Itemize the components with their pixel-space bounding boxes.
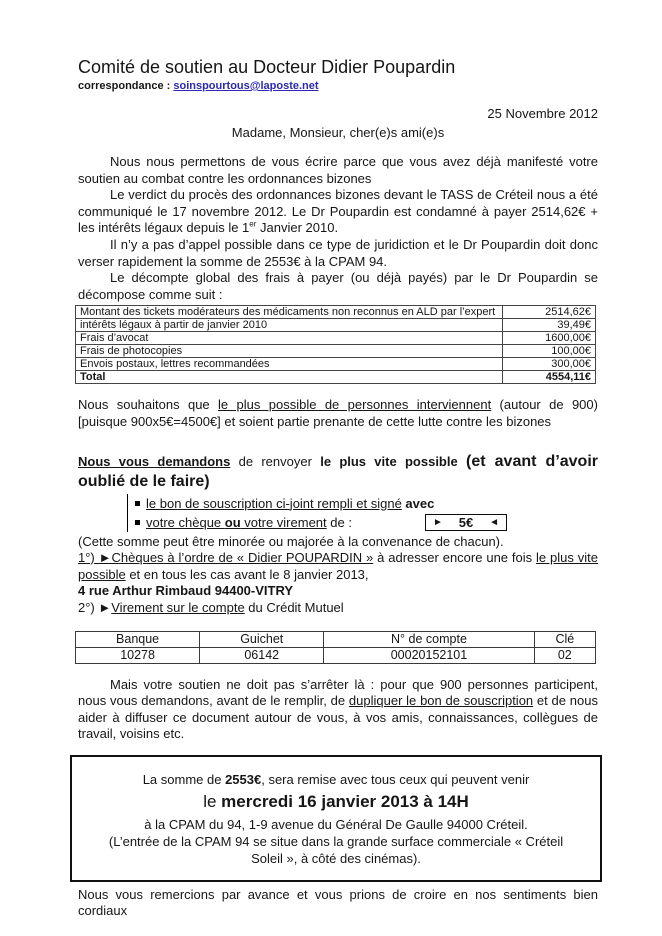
- text-run: et en tous les cas avant le 8 janvier 2013,: [125, 566, 369, 582]
- fees-table: [75, 305, 596, 384]
- bank-value-cell: 00020152101: [324, 647, 534, 663]
- paragraph-closing: Nous vous remercions par avance et vous prions de croire en nos sentiments bien cordiaux: [78, 886, 598, 919]
- bold-run: avec: [401, 495, 435, 511]
- fee-label-cell: Frais d’avocat: [76, 332, 503, 345]
- event-box: [70, 755, 602, 882]
- underlined-run: le plus vite possible: [78, 550, 598, 582]
- bank-value-cell: 06142: [200, 647, 324, 663]
- bold-run: 2553€: [225, 771, 262, 787]
- list-item: [135, 513, 598, 532]
- text-run: Mais votre soutien ne doit pas s’arrêter là : pour que 900 personnes participent, nous vous demandons, avant de le remplir, de: [78, 676, 598, 709]
- text-run: et de nous aider à diffuser ce document autour de vous, à vos amis, connaissances, collègues de travail, voisins etc.: [78, 693, 598, 742]
- amount-box: [425, 514, 507, 531]
- text-run: de renvoyer: [230, 453, 321, 469]
- arrow-right-icon: ►: [433, 516, 443, 528]
- emphasized-run: (et avant d’avoir oublié de le faire): [78, 452, 599, 490]
- bank-header-cell: Clé: [534, 631, 595, 647]
- paragraph-demand: [78, 452, 598, 492]
- bullet-list: [127, 494, 598, 532]
- paragraph-intro: Nous nous permettons de vous écrire parce que vous avez déjà manifesté votre soutien au combat contre les ordonnances bizones: [78, 154, 598, 186]
- paragraph-appeal: [78, 677, 598, 743]
- event-line-entrance: (L’entrée de la CPAM 94 se situe dans la grande surface commerciale « Créteil Soleil », à côté des cinémas).: [108, 833, 564, 866]
- underlined-run: votre chèque: [146, 514, 225, 530]
- text-run: le: [203, 791, 222, 811]
- bank-value-cell: 02: [534, 647, 595, 663]
- paragraph-option-1: [78, 550, 598, 583]
- fee-label-cell: Envois postaux, lettres recommandées: [76, 358, 503, 371]
- fee-amount-cell: 39,49€: [503, 319, 596, 332]
- total-label-cell: Total: [76, 371, 503, 384]
- fee-label-cell: Montant des tickets modérateurs des médicaments non reconnus en ALD par l’expert: [76, 306, 503, 319]
- fee-label-cell: Frais de photocopies: [76, 345, 503, 358]
- address-line: 4 rue Arthur Rimbaud 94400-VITRY: [78, 583, 294, 599]
- table-row: [76, 345, 596, 358]
- bank-value-cell: 10278: [76, 647, 200, 663]
- underlined-run: votre virement: [240, 514, 327, 530]
- salutation: Madame, Monsieur, cher(e)s ami(e)s: [231, 125, 445, 140]
- fee-label-cell: intérêts légaux à partir de janvier 2010: [76, 319, 503, 332]
- text-run: à adresser encore une fois: [373, 550, 537, 566]
- bank-header-cell: N° de compte: [324, 631, 534, 647]
- table-row-total: [76, 371, 596, 384]
- text-run: Nous souhaitons que: [78, 397, 219, 413]
- table-row: [76, 306, 596, 319]
- text-run: (autour de 900) [puisque 900x5€=4500€] et soient partie prenante de cette lutte contre les bizones: [78, 397, 598, 429]
- text-run: , sera remise avec tous ceux qui peuvent venir: [261, 771, 530, 787]
- page-title: Comité de soutien au Docteur Didier Poupardin: [78, 57, 456, 77]
- underlined-run: le bon de souscription ci-joint rempli et signé: [146, 495, 402, 511]
- demand-lead: Nous vous demandons: [78, 453, 231, 469]
- amount-value: 5€: [458, 514, 474, 530]
- table-row: [76, 647, 596, 663]
- underlined-run: le plus possible de personnes interviennent: [218, 397, 492, 413]
- table-header-row: [76, 631, 596, 647]
- table-row: [76, 319, 596, 332]
- bank-header-cell: Banque: [76, 631, 200, 647]
- paragraph-wish: [78, 397, 598, 430]
- paragraph-note: (Cette somme peut être minorée ou majorée à la convenance de chacun).: [78, 533, 504, 549]
- bank-table: [75, 631, 596, 664]
- arrow-left-icon: ◄: [489, 516, 499, 528]
- paragraph-no-appeal: Il n’y a pas d’appel possible dans ce type de juridiction et le Dr Poupardin doit donc verser rapidement la somme de 2553€ à la CPAM 94.: [78, 236, 598, 269]
- bold-run: ou: [224, 514, 241, 530]
- bullet-square-icon: [135, 520, 140, 525]
- text-run: de :: [326, 514, 352, 530]
- list-item: [135, 494, 598, 513]
- correspondence-line: [78, 79, 598, 93]
- text-run: La somme de: [142, 771, 226, 787]
- text-run: du Crédit Mutuel: [244, 599, 344, 615]
- bullet-square-icon: [135, 501, 140, 506]
- event-line-date: [102, 791, 570, 813]
- paragraph-breakdown-lead: Le décompte global des frais à payer (ou déjà payés) par le Dr Poupardin se décompose comme suit :: [78, 270, 598, 302]
- ordinal-superscript: er: [249, 220, 257, 230]
- fee-amount-cell: 1600,00€: [503, 332, 596, 345]
- bold-run: mercredi 16 janvier 2013 à 14H: [221, 791, 469, 811]
- event-line-address: à la CPAM du 94, 1-9 avenue du Général De Gaulle 94000 Créteil.: [144, 816, 528, 832]
- total-amount-cell: 4554,11€: [503, 371, 596, 384]
- underlined-run: Virement sur le compte: [111, 599, 245, 615]
- paragraph-verdict: [78, 187, 598, 237]
- correspondence-label: correspondance :: [78, 80, 174, 92]
- text-run: Le verdict du procès des ordonnances bizones devant le TASS de Créteil nous a été communiqué le 17 novembre 2012. Le Dr Poupardin est condamné à payer 2514,62€ + les intérêts légaux depuis le 1: [78, 187, 598, 236]
- fee-amount-cell: 2514,62€: [503, 306, 596, 319]
- underlined-run: 1°) ►Chèques à l’ordre de « Didier POUPARDIN »: [78, 550, 374, 566]
- bold-run: le plus vite possible: [320, 453, 466, 469]
- event-line-sum: [102, 771, 570, 788]
- underlined-run: dupliquer le bon de souscription: [348, 693, 534, 709]
- email-link[interactable]: soinspourtous@laposte.net: [173, 80, 319, 92]
- fee-amount-cell: 100,00€: [503, 345, 596, 358]
- date-line: 25 Novembre 2012: [487, 106, 598, 121]
- table-row: [76, 332, 596, 345]
- fee-amount-cell: 300,00€: [503, 358, 596, 371]
- table-row: [76, 358, 596, 371]
- bank-header-cell: Guichet: [200, 631, 324, 647]
- paragraph-option-2: [78, 600, 598, 617]
- text-run: 2°) ►: [78, 599, 112, 615]
- text-run: Janvier 2010.: [256, 220, 339, 236]
